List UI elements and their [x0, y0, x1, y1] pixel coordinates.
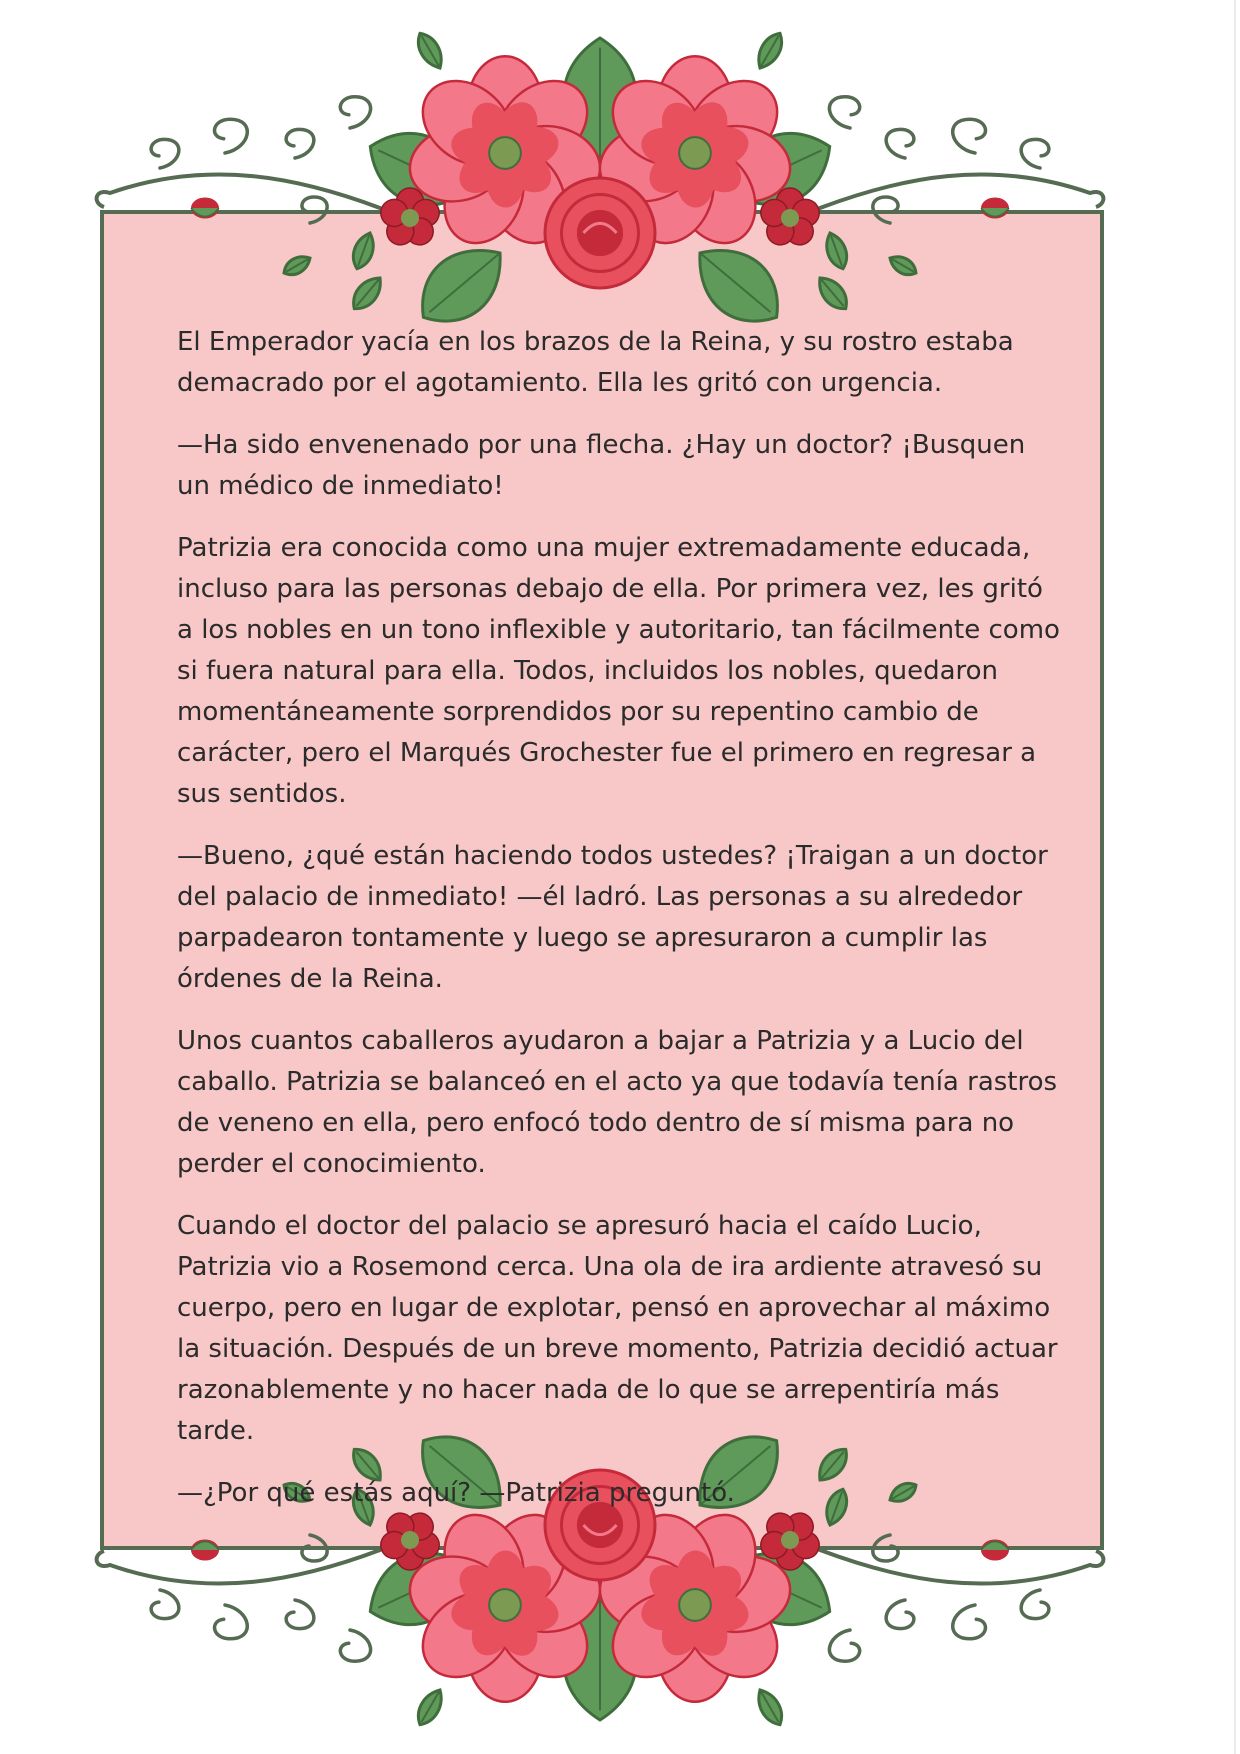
scroll-curl [886, 129, 914, 158]
paragraph-1: El Emperador yacía en los brazos de la Reina, y su rostro estaba demacrado por el agotamiento. Ella les gritó con urgencia. [177, 327, 1014, 398]
vine-tip [1090, 1551, 1103, 1566]
scroll-curl [1021, 139, 1049, 168]
leaf [280, 252, 313, 280]
scroll-curl [215, 1605, 248, 1639]
scroll-curl [340, 97, 370, 128]
scroll-curl [953, 119, 986, 153]
story-text [177, 322, 1062, 1535]
flower-bud [981, 198, 1009, 219]
scroll-curl [886, 1600, 914, 1629]
leaf [813, 272, 854, 315]
paragraph-4: —Bueno, ¿qué están haciendo todos ustedes? ¡Traigan a un doctor del palacio de inmediato! —él ladró. Las personas a su alrededor parpadearon tontamente y luego se apresuraron a cumplir las órdenes de la Reina. [177, 841, 1048, 994]
scroll-curl [286, 1600, 314, 1629]
flower-bud [191, 198, 219, 219]
scroll-curl [873, 1535, 898, 1561]
leaf [886, 252, 919, 280]
scroll-curl [829, 97, 859, 128]
scroll-curl [215, 119, 248, 153]
leaf [412, 1686, 448, 1730]
rose-flower [545, 178, 655, 288]
scroll-curl [829, 1630, 859, 1661]
scroll-curl [302, 1535, 327, 1561]
paragraph-7: —¿Por qué estás aquí? —Patrizia preguntó. [177, 1478, 735, 1508]
scroll-curl [1021, 1590, 1049, 1619]
paragraph-6: Cuando el doctor del palacio se apresuró hacia el caído Lucio, Patrizia vio a Rosemond cerca. Una ola de ira ardiente atravesó su cuerpo, pero en lugar de explotar, pensó en aprovechar al máximo la situación. Después de un breve momento, Patrizia decidió actuar razonablemente y no hacer nada de lo que se arrepentiría más tarde. [177, 1211, 1058, 1446]
flower-bud [191, 1540, 219, 1561]
page-edge-line [1234, 0, 1236, 1754]
scroll-curl [286, 129, 314, 158]
vine-tip [97, 1551, 110, 1566]
paragraph-3: Patrizia era conocida como una mujer extremadamente educada, incluso para las personas debajo de ella. Por primera vez, les gritó a los nobles en un tono inflexible y autoritario, tan fácilmente como si fuera natural para ella. Todos, incluidos los nobles, quedaron momentáneamente sorprendidos por su repentino cambio de carácter, pero el Marqués Grochester fue el primero en regresar a sus sentidos. [177, 533, 1060, 809]
leaf [412, 29, 448, 73]
scroll-curl [151, 1590, 179, 1619]
leaf [822, 230, 852, 272]
leaf [752, 1686, 788, 1730]
scroll-curl [151, 139, 179, 168]
scroll-curl [953, 1605, 986, 1639]
scroll-curl [340, 1630, 370, 1661]
leaf [349, 230, 379, 272]
leaf [752, 29, 788, 73]
flower-bud [981, 1540, 1009, 1561]
vine-tip [1090, 192, 1103, 207]
leaf [347, 272, 388, 315]
paragraph-5: Unos cuantos caballeros ayudaron a bajar a Patrizia y a Lucio del caballo. Patrizia se balanceó en el acto ya que todavía tenía rastros de veneno en ella, pero enfocó todo dentro de sí misma para no perder el conocimiento. [177, 1026, 1058, 1179]
vine-tip [97, 192, 110, 207]
paragraph-2: —Ha sido envenenado por una flecha. ¿Hay un doctor? ¡Busquen un médico de inmediato! [177, 430, 1026, 501]
floral-ornament-top [50, 8, 1150, 338]
scroll-curl [302, 197, 327, 223]
scroll-curl [873, 197, 898, 223]
